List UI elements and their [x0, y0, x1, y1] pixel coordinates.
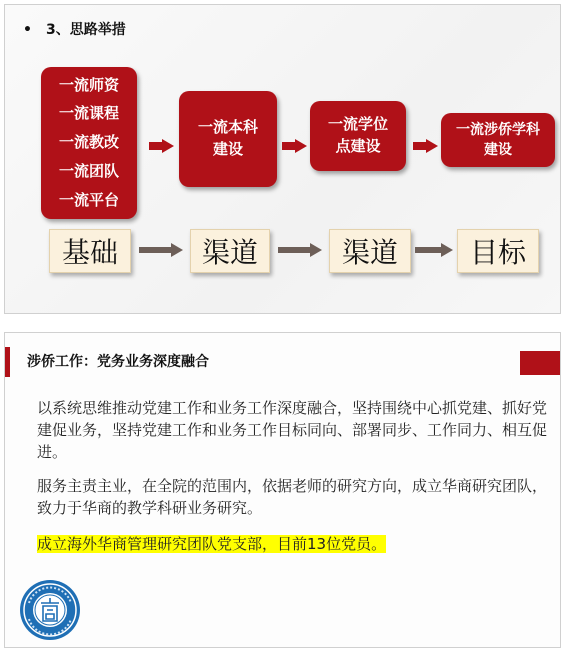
- red-arrow-icon: [282, 139, 308, 153]
- box-line: 点建设: [335, 137, 381, 155]
- red-arrow-icon: [413, 139, 439, 153]
- slide-overseas-chinese-work: [4, 332, 561, 648]
- heading-text: 3、思路举措: [45, 22, 126, 38]
- paragraph: 服务主责主业，在全院的范围内，依据老师的研究方向，成立华商研究团队，致力于华商的教学科研业务研究。: [37, 477, 548, 517]
- box-line: 一流学位: [327, 115, 388, 134]
- discipline-box: [310, 101, 406, 171]
- box-line: 一流涉侨学科: [456, 121, 540, 138]
- box-line: 建设: [212, 140, 243, 158]
- slide-ideas-measures: [4, 4, 561, 314]
- bullet-point: •: [23, 22, 32, 38]
- foundation-item: 一流教改: [58, 133, 119, 152]
- foundation-box: [41, 67, 137, 219]
- highlighted-text: 成立海外华商管理研究团队党支部，目前13位党员。: [37, 535, 387, 553]
- box-line: 建设: [484, 142, 512, 158]
- foundation-item: 一流课程: [58, 104, 119, 123]
- overseas-discipline-box: [441, 113, 555, 167]
- foundation-item: 一流平台: [58, 190, 119, 209]
- tag-goal: 目标: [457, 229, 539, 273]
- foundation-item: 一流师资: [58, 75, 119, 94]
- tag-foundation: 基础: [49, 229, 131, 273]
- paragraph: 以系统思维推动党建工作和业务工作深度融合，坚持围绕中心抓党建、抓好党建促业务，坚持党建工作和业务工作目标同向、部署同步、工作同力、相互促进。: [37, 399, 548, 461]
- highlight-paragraph: [37, 533, 549, 555]
- box-line: 一流本科: [197, 118, 258, 137]
- red-arrow-icon: [149, 139, 175, 153]
- university-seal-icon: [19, 579, 81, 641]
- slide-title: 涉侨工作：党务业务深度融合: [27, 354, 209, 370]
- tag-channel: 渠道: [190, 229, 270, 273]
- foundation-item: 一流团队: [58, 161, 119, 180]
- accent-bar: [5, 347, 10, 377]
- gray-arrow-icon: [278, 243, 322, 257]
- accent-block: [520, 351, 560, 375]
- gray-arrow-icon: [139, 243, 183, 257]
- slide-heading: [23, 19, 126, 39]
- tag-channel: 渠道: [329, 229, 411, 273]
- gray-arrow-icon: [415, 243, 453, 257]
- undergrad-box: [179, 91, 277, 187]
